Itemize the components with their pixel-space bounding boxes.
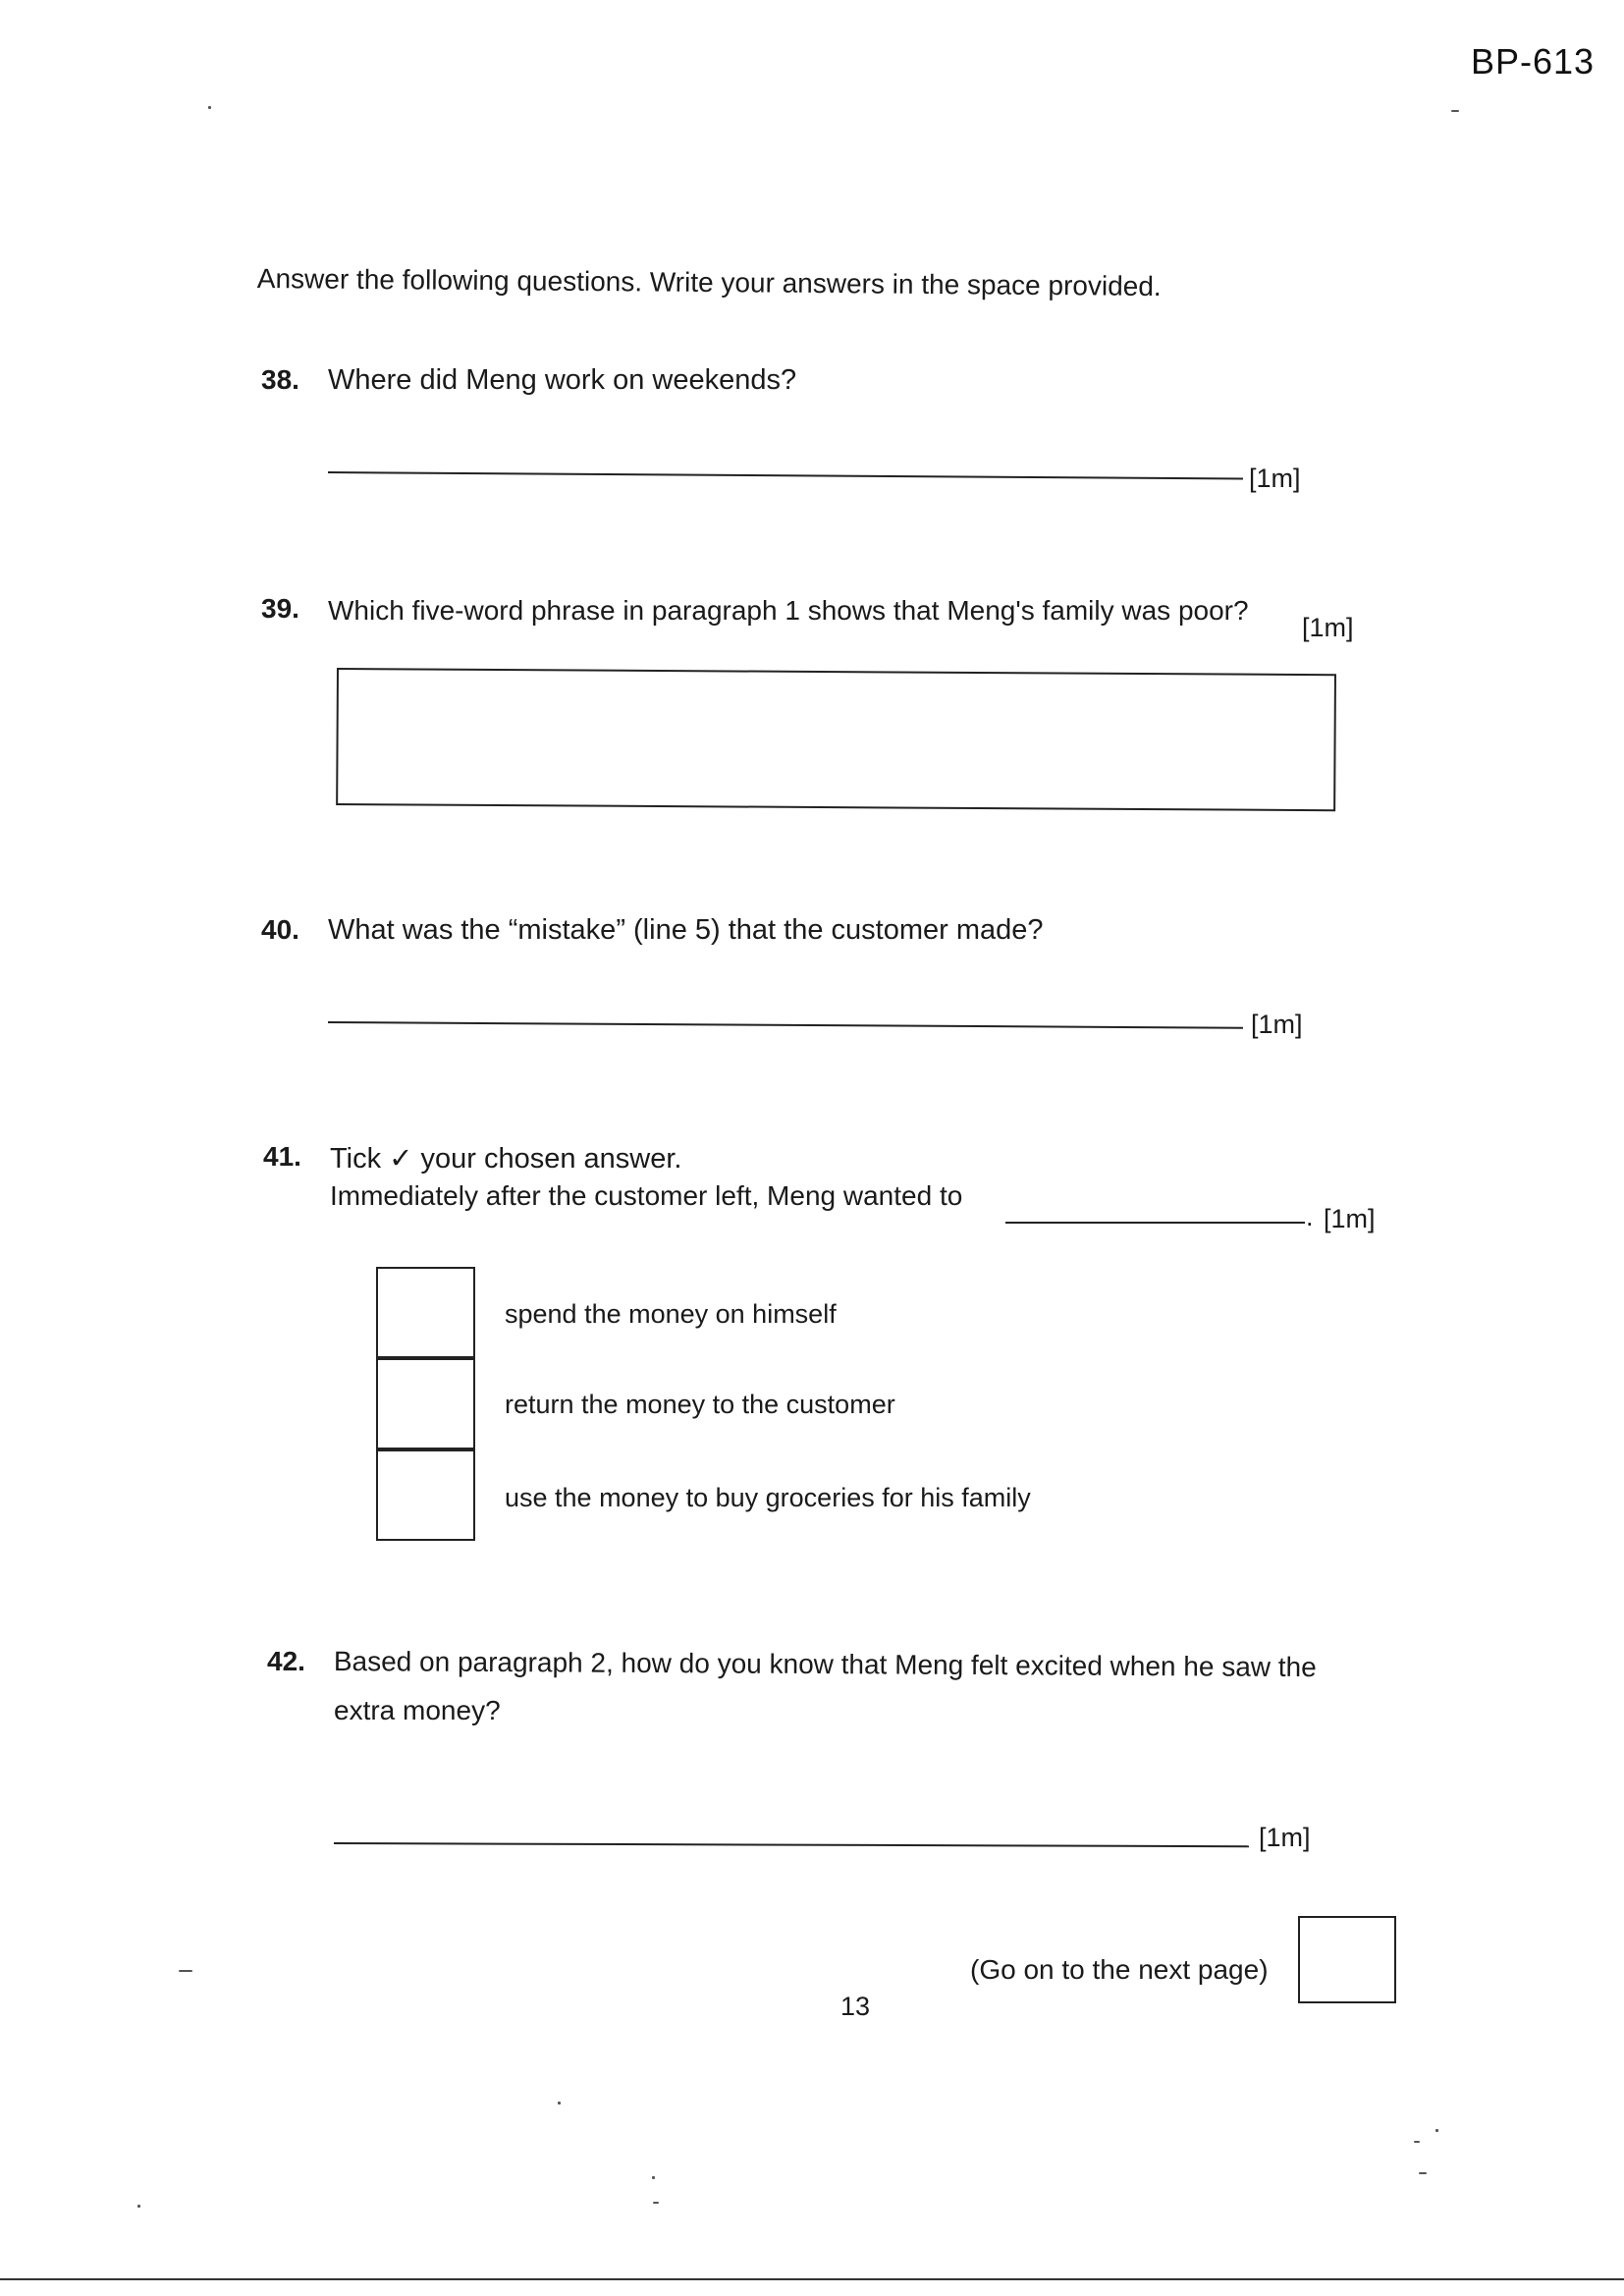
option-2-checkbox[interactable] bbox=[376, 1358, 475, 1449]
question-38-text: Where did Meng work on weekends? bbox=[328, 364, 797, 396]
scan-speck bbox=[1414, 2141, 1420, 2143]
option-1-checkbox[interactable] bbox=[376, 1267, 475, 1358]
page-bottom-edge bbox=[0, 2278, 1624, 2280]
question-39-marks: [1m] bbox=[1302, 613, 1354, 642]
question-40-marks: [1m] bbox=[1251, 1010, 1303, 1039]
scan-speck bbox=[1451, 110, 1459, 112]
scan-speck bbox=[137, 2205, 140, 2208]
question-41-number: 41. bbox=[263, 1141, 301, 1172]
page-number: 13 bbox=[840, 1992, 871, 2021]
question-41-stem: Immediately after the customer left, Meng wanted to bbox=[330, 1180, 963, 1211]
question-42-text-line2: extra money? bbox=[334, 1695, 501, 1725]
option-2-label: return the money to the customer bbox=[505, 1390, 895, 1419]
paper-code: BP-613 bbox=[1471, 41, 1596, 82]
scan-speck bbox=[652, 2176, 655, 2179]
instructions: Answer the following questions. Write your answers in the space provided. bbox=[256, 263, 1162, 302]
question-40-answer-line[interactable] bbox=[328, 1021, 1243, 1029]
question-38-number: 38. bbox=[261, 364, 299, 395]
question-41-fullstop: . bbox=[1306, 1202, 1314, 1231]
scan-speck bbox=[179, 1970, 192, 1972]
option-1-label: spend the money on himself bbox=[505, 1299, 837, 1329]
scan-speck bbox=[1435, 2129, 1438, 2132]
question-41-marks: [1m] bbox=[1324, 1204, 1376, 1233]
question-42-text-line1: Based on paragraph 2, how do you know that Meng felt excited when he saw the bbox=[333, 1646, 1317, 1683]
question-42-number: 42. bbox=[267, 1646, 305, 1676]
question-41-blank bbox=[1005, 1222, 1305, 1224]
question-40-text: What was the “mistake” (line 5) that the customer made? bbox=[328, 914, 1044, 946]
option-3-checkbox[interactable] bbox=[376, 1449, 475, 1541]
question-40-number: 40. bbox=[261, 914, 299, 945]
scan-speck bbox=[653, 2202, 659, 2204]
scan-speck bbox=[558, 2102, 561, 2105]
scan-speck bbox=[1419, 2172, 1427, 2174]
question-42-answer-line[interactable] bbox=[334, 1842, 1249, 1847]
question-39-text: Which five-word phrase in paragraph 1 shows that Meng's family was poor? bbox=[328, 595, 1249, 626]
question-41-instruction: Tick ✓ your chosen answer. bbox=[330, 1143, 682, 1175]
question-39-number: 39. bbox=[261, 593, 299, 624]
go-on-text: (Go on to the next page) bbox=[970, 1954, 1269, 1985]
question-38-answer-line[interactable] bbox=[328, 471, 1243, 480]
question-39-answer-box[interactable] bbox=[336, 668, 1336, 811]
question-38-marks: [1m] bbox=[1249, 464, 1301, 493]
option-3-label: use the money to buy groceries for his family bbox=[505, 1483, 1031, 1512]
question-42-marks: [1m] bbox=[1259, 1823, 1311, 1852]
marks-tally-box bbox=[1298, 1916, 1396, 2003]
scan-speck bbox=[208, 106, 211, 109]
